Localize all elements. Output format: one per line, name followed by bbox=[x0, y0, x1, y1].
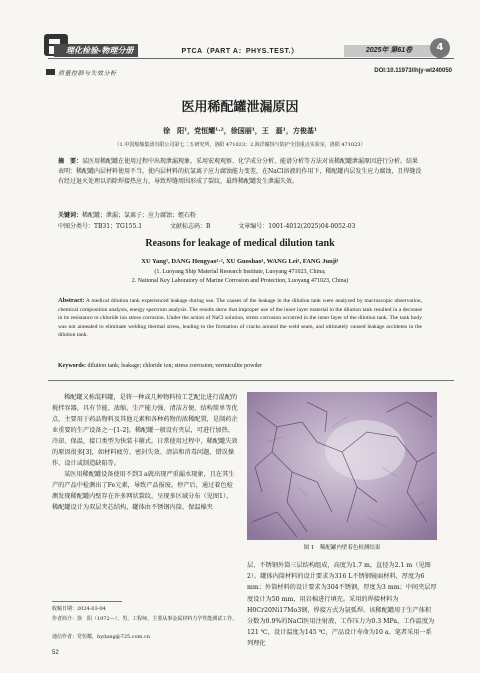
article-number: 文章编号：1001-4012(2025)04-0052-03 bbox=[238, 223, 356, 230]
affiliation-en-1: (1. Luoyang Ship Material Research Institute, Luoyang 471023, China; bbox=[154, 269, 326, 275]
abstract-cn bbox=[58, 157, 422, 187]
keywords-en bbox=[58, 363, 422, 369]
doi: DOI:10.11973/lhjy-wl240050 bbox=[374, 68, 452, 74]
corresponding-author: 通信作者：党恒耀，hydang@725.com.cn bbox=[52, 634, 150, 640]
keywords-text-cn: 稀配罐；泄漏；氯离子；应力腐蚀；蛭石粉 bbox=[82, 212, 197, 219]
doc-code: 文献标志码：B bbox=[169, 223, 211, 230]
page-number: 52 bbox=[52, 650, 59, 656]
paragraph-3: 层、不锈钢外筒三层结构组成，高度为1.7 m，直径为2.1 m（见图2）。罐体内筒材料的设计要求为316 L不锈钢镜面材料，厚度为6 mm；外筒材料的设计要求为304不锈钢，厚度为3 mm；中间夹层厚度设计为50 mm，用岩棉进行填充。采用的焊接材料为H0Cr20Ni17Mo3钢，焊接方式为氩弧焊。该稀配罐用于生产体积分数为0.9%的NaCl医用注射液，工作压力为0.3 MPa，工作温度为121 ℃，设计温度为145 ℃，产品设计寿命为10 a。笔者采用一系列理化 bbox=[247, 562, 437, 648]
clc-number: 中图分类号：TB31；TG155.1 bbox=[58, 223, 143, 230]
abstract-text-en: A medical dilution tank experienced leakage during use. The causes of the leakage in the dilution tank were analyzed by macroscopic observation, chemical composition analysis, energy spectrum analysis. The results show that improper use of the inner layer material in the dilution tank resulted in a decrease in its resistance to chloride ion stress corrosion. Under the action of NaCl solution, stress corrosion occurred in the inner layer of the dilution tank. The tank body was not annealed to eliminate welding thermal stress, leading to the formation of cracks around the weld seam, and ultimately caused leakage accidents in the dilution tank. bbox=[58, 298, 423, 338]
keywords-text-en: dilution tank; leakage; chloride ion; stress corrosion; vermiculite powder bbox=[87, 363, 263, 369]
paragraph-2: 某医用稀配罐设备使用不到3 a就出现严重漏水现象，且在其生产的产品中检测出了Fe元素，导致产品报废。停产后，通过着色检测发现稀配罐内壁存在许多网状裂纹，呈现多区域分布（见图1）。稀配罐设计为双层夹芯结构，罐体由不锈钢内筒、保温棉夹 bbox=[52, 471, 235, 511]
affiliation-en-2: 2. National Key Laboratory of Marine Corrosion and Protection, Luoyang 471023, China) bbox=[131, 278, 349, 284]
title-cn: 医用稀配罐泄漏原因 bbox=[181, 100, 299, 115]
page-badge: 4 bbox=[430, 38, 450, 58]
crack-photo-graphic bbox=[247, 392, 437, 540]
section-banner: 理化检验-物理分册 bbox=[54, 44, 138, 57]
abstract-label-cn: 摘 要： bbox=[58, 158, 83, 165]
authors-cn: 徐 阳¹，党恒耀¹·²，徐国丽¹，王 磊¹，方俊基¹ bbox=[163, 126, 317, 135]
keywords-label-cn: 关键词： bbox=[58, 212, 83, 219]
section-rule bbox=[48, 380, 454, 381]
affiliation-cn: （1.中国船舶集团有限公司第七二五研究所，洛阳 471023；2.海洋腐蚀与防护全国重点实验室，洛阳 471023） bbox=[114, 142, 366, 148]
footnote-rule bbox=[52, 601, 122, 602]
author-bio: 作者简介：徐 阳（1972—），男，工程师，主要从事金属材料力学性能测试工作。 bbox=[52, 616, 238, 622]
section-marker-icon bbox=[46, 69, 55, 75]
body-right-column bbox=[247, 560, 437, 650]
figure-1-caption: 图 1 稀配罐内壁着色检测结果 bbox=[303, 545, 381, 551]
header-rule bbox=[48, 58, 454, 59]
classification-line bbox=[58, 221, 422, 230]
journal-name: PTCA（PART A：PHYS.TEST.） bbox=[181, 48, 299, 55]
keywords-label-en: Keywords: bbox=[58, 363, 86, 369]
authors-en: XU Yang¹, DANG Hengyao¹·², XU Guoshao¹, WANG Lei¹, FANG Junji¹ bbox=[141, 258, 339, 265]
paragraph-1: 稀配罐又称混料罐，是将一种或几种物料按工艺配比进行混配的搅拌容器，具有节能、浓缩、生产能力强、清洁方便、结构简单等优点，主要用于药品物料及其他元素和各种药物的浓稀配置，是制药企业重要的生产设备之一[1-2]。稀配罐一般设有夹层，可进行加热、冷却、保温，接口类型为快装卡箍式。日常使用过程中，稀配罐失效的原因很多[3]，如材料疲劳、密封失效、清洁和消毒问题、错误操作、设计或制造缺陷等。 bbox=[52, 394, 238, 467]
figure-1-image bbox=[247, 392, 437, 540]
abstract-text-cn: 某医用稀配罐在使用过程中出现泄漏现象。采用宏观观察、化学成分分析、能谱分析等方法对该稀配罐泄漏原因进行分析。结果表明：稀配罐内层材料使用不当，使内层材料的抗氯离子应力腐蚀能力变差，在NaCl溶液的作用下，稀配罐内层发生应力腐蚀，且焊缝没有经过退火处理以消除焊接热应力，导致焊缝周围形成了裂纹，最终稀配罐发生泄漏失效。 bbox=[58, 158, 422, 185]
body-left-column bbox=[52, 392, 238, 513]
received-date: 收稿日期：2024-03-04 bbox=[52, 606, 106, 612]
column-label: 质量控制与失效分析 bbox=[58, 70, 117, 77]
abstract-en bbox=[58, 297, 422, 340]
title-en: Reasons for leakage of medical dilution tank bbox=[145, 238, 335, 249]
issue-label: 2025年 第61卷 bbox=[344, 45, 434, 57]
abstract-label-en: Abstract: bbox=[58, 297, 85, 304]
keywords-cn bbox=[58, 210, 422, 219]
